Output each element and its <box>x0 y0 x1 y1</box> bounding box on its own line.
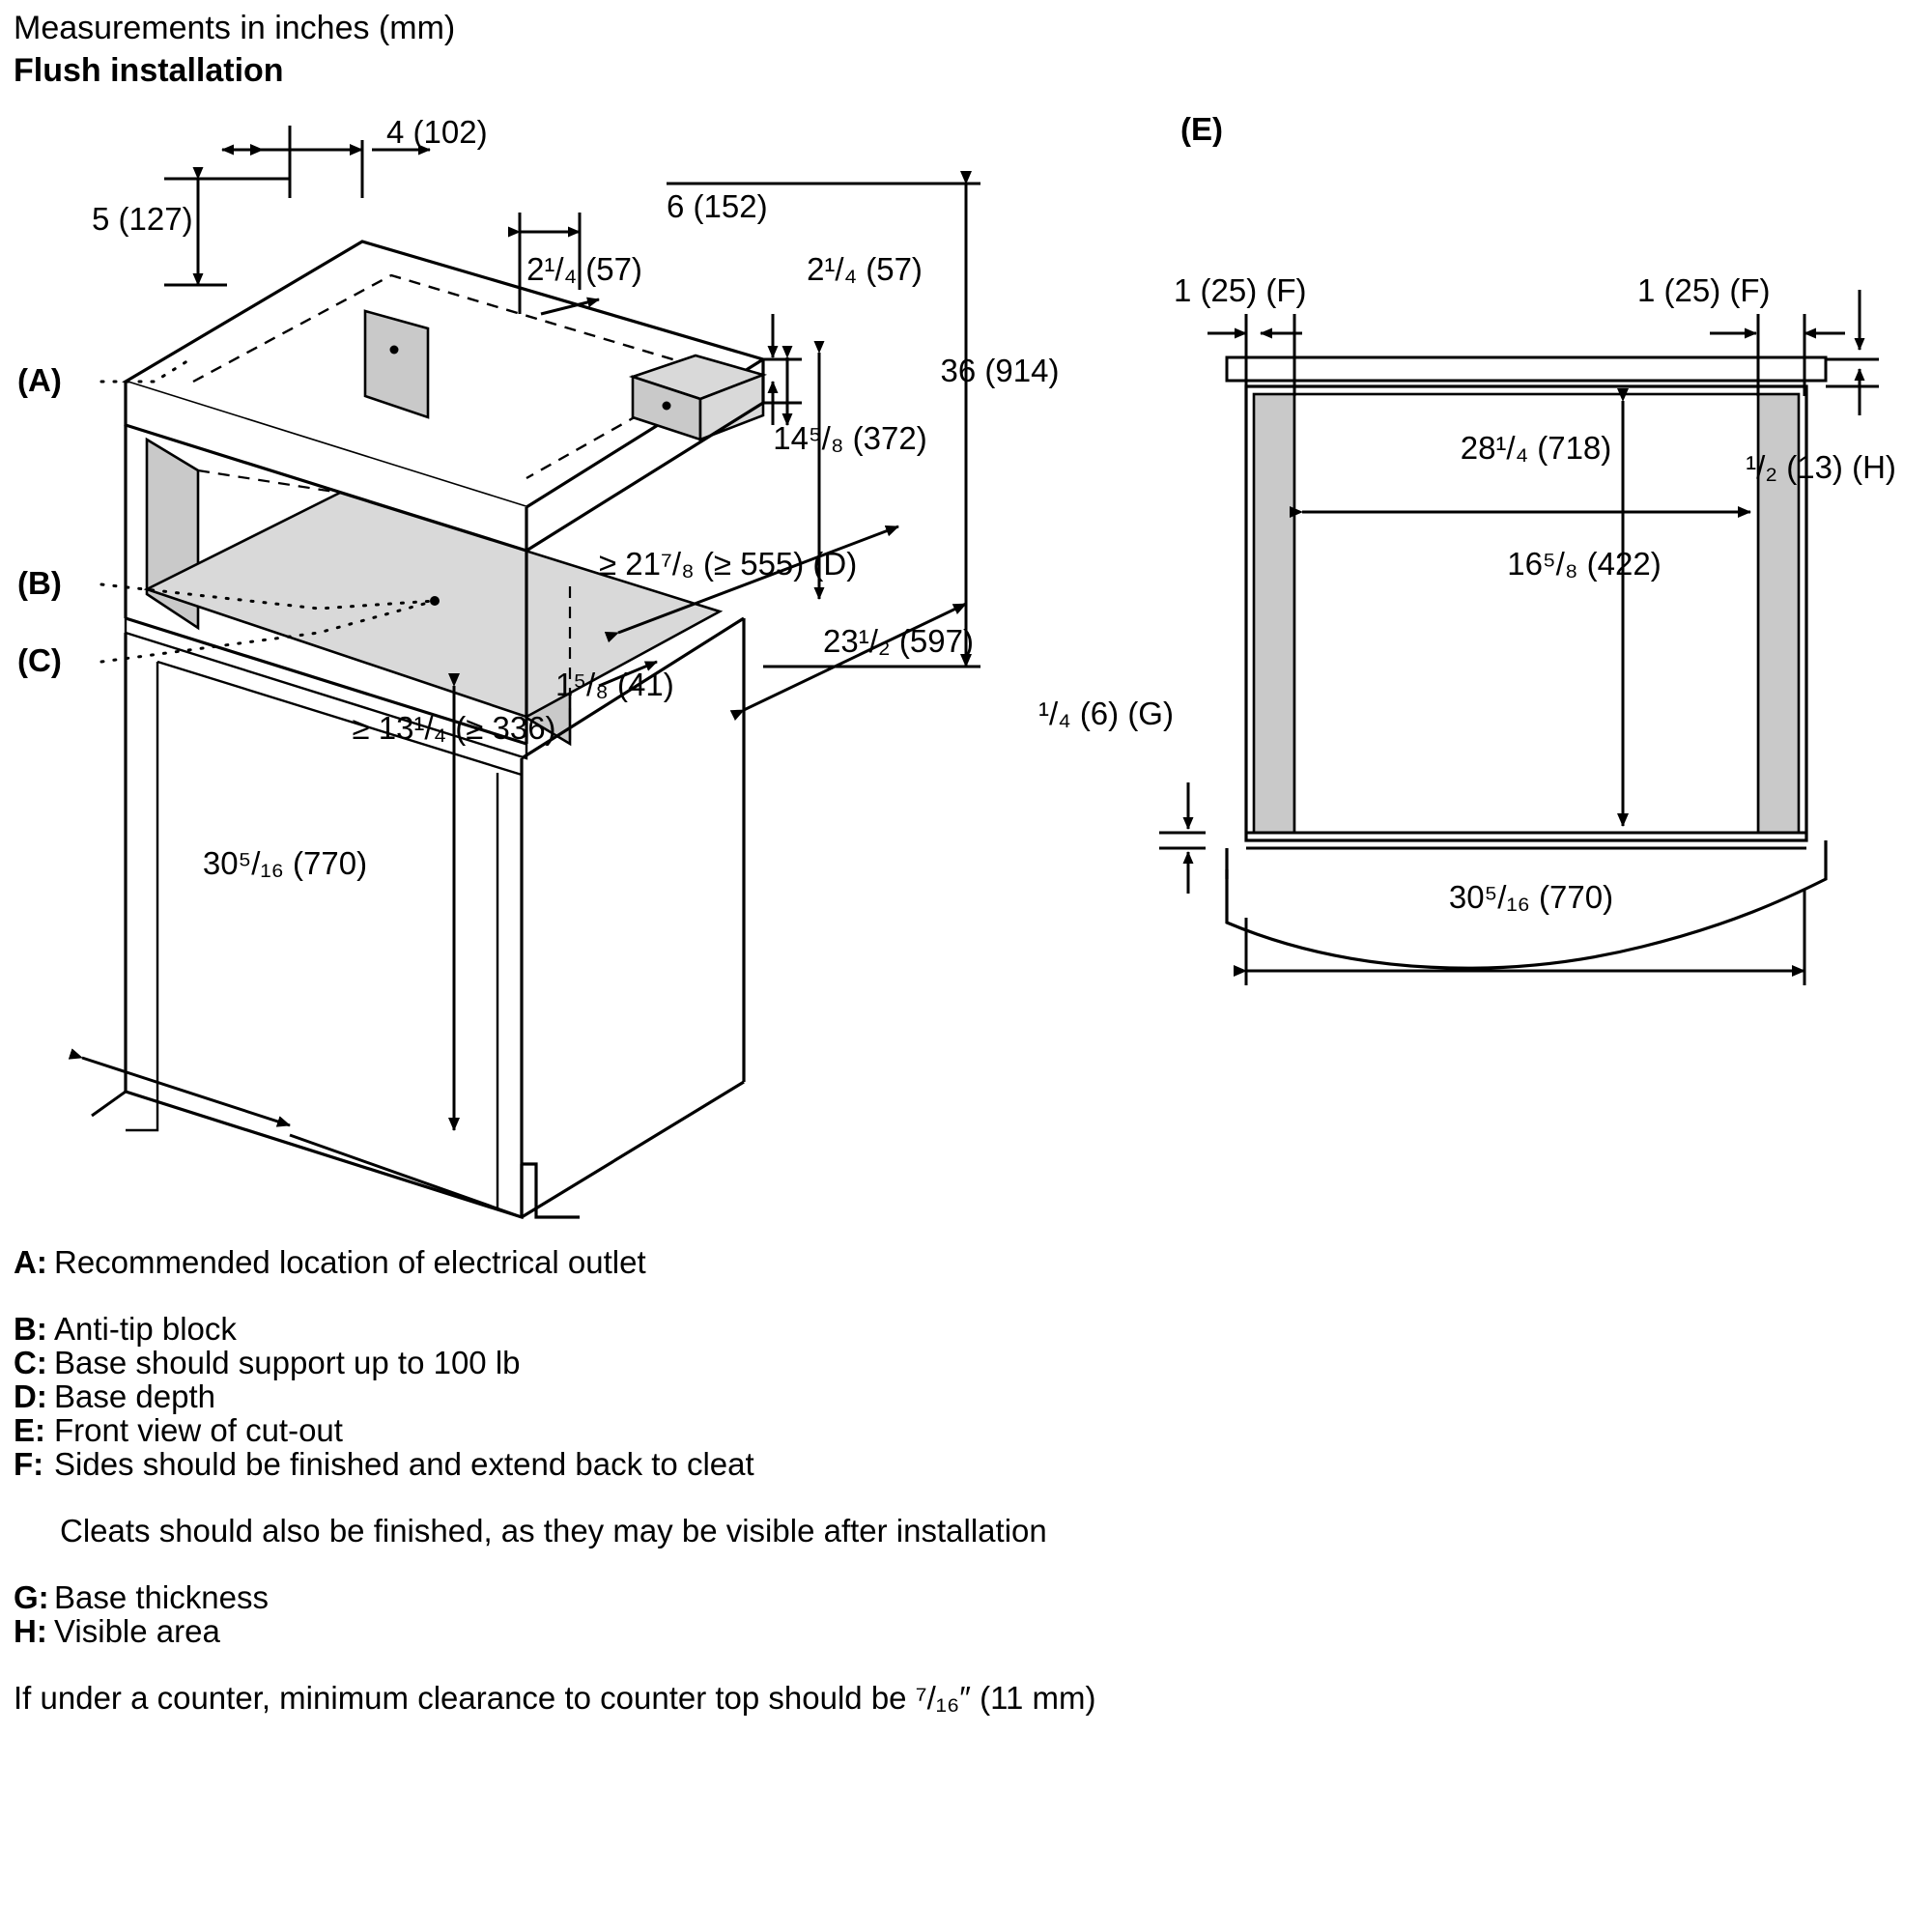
dim-cleat-thickness-left: 2¹/₄ (57) <box>526 251 642 287</box>
dim-overall-width: 30⁵/₁₆ (770) <box>1448 879 1614 915</box>
dim-base-depth: ≥ 21⁷/₈ (≥ 555) (D) <box>599 546 858 582</box>
legend-spacer-1 <box>14 1280 1849 1313</box>
dim-cabinet-depth: 23¹/₂ (597) <box>823 623 974 659</box>
dim-cabinet-width: 30⁵/₁₆ (770) <box>202 845 368 881</box>
legend-item-d <box>14 1380 1849 1412</box>
dim-lower-height: ≥ 13¹/₄ (≥ 336) <box>352 710 556 746</box>
callout-e-label: (E) <box>1180 111 1223 147</box>
legend-text-a: Recommended location of electrical outlet <box>54 1244 646 1280</box>
clearance-note: If under a counter, minimum clearance to counter top should be ⁷/₁₆″ (11 mm) <box>14 1680 1096 1716</box>
dim-base-front-offset: 1⁵/₈ (41) <box>555 667 674 702</box>
legend-key-d: D: <box>14 1378 47 1414</box>
legend-item-f-note <box>14 1515 1849 1547</box>
legend-item-a <box>14 1246 1849 1278</box>
dim-cutout-width: 28¹/₄ (718) <box>1460 430 1612 466</box>
legend-text-f: Sides should be finished and extend back to cleat <box>54 1446 754 1482</box>
legend-key-c: C: <box>14 1345 47 1380</box>
page-title <box>14 8 455 92</box>
outlet-center-dot <box>390 346 399 355</box>
legend-key-b: B: <box>14 1311 47 1347</box>
legend-key-g: G: <box>14 1579 49 1615</box>
legend-item-b <box>14 1313 1849 1345</box>
callout-a-label: (A) <box>17 362 62 398</box>
drawing-area <box>0 106 1932 1236</box>
legend-text-b: Anti-tip block <box>54 1311 237 1347</box>
legend-item-f <box>14 1448 1849 1480</box>
dim-top-left-offset: 5 (127) <box>92 201 193 237</box>
legend-key-e: E: <box>14 1412 45 1448</box>
legend-text-g: Base thickness <box>54 1579 269 1615</box>
toe-kick-notch <box>522 1164 580 1217</box>
legend-item-e <box>14 1414 1849 1446</box>
callout-b-label: (B) <box>17 565 62 601</box>
legend-item-g <box>14 1581 1849 1613</box>
callout-c-label: (C) <box>17 642 62 678</box>
dim-cutout-height: 16⁵/₈ (422) <box>1507 546 1662 582</box>
legend-item-h <box>14 1615 1849 1647</box>
legend-text-e: Front view of cut-out <box>54 1412 343 1448</box>
dim-side-left: 1 (25) (F) <box>1174 272 1307 308</box>
legend-spacer-3 <box>14 1548 1849 1581</box>
installation-type-line: Flush installation <box>14 51 284 89</box>
top-cleat-band <box>1227 357 1826 381</box>
legend-key-a: A: <box>14 1244 47 1280</box>
legend-spacer-2 <box>14 1482 1849 1515</box>
legend <box>14 1246 1849 1714</box>
left-finished-side <box>1254 394 1294 833</box>
legend-item-c <box>14 1347 1849 1378</box>
dim-top-depth: 4 (102) <box>386 114 488 150</box>
dim-outlet-width: 6 (152) <box>667 188 768 224</box>
legend-text-d: Base depth <box>54 1378 215 1414</box>
dim-visible-area: ¹/₂ (13) (H) <box>1746 449 1896 485</box>
dim-upper-opening-height: 14⁵/₈ (372) <box>773 420 927 456</box>
dim-side-right: 1 (25) (F) <box>1637 272 1771 308</box>
dim-cleat-thickness-right: 2¹/₄ (57) <box>807 251 923 287</box>
legend-key-f: F: <box>14 1446 44 1482</box>
legend-text-f-note: Cleats should also be finished, as they may be visible after installation <box>60 1513 1047 1548</box>
dim-total-height: 36 (914) <box>940 353 1060 388</box>
measurement-units-line: Measurements in inches (mm) <box>14 10 456 46</box>
legend-key-h: H: <box>14 1613 47 1649</box>
dim-base-thickness: ¹/₄ (6) (G) <box>1038 696 1174 731</box>
legend-text-h: Visible area <box>54 1613 220 1649</box>
legend-text-c: Base should support up to 100 lb <box>54 1345 521 1380</box>
